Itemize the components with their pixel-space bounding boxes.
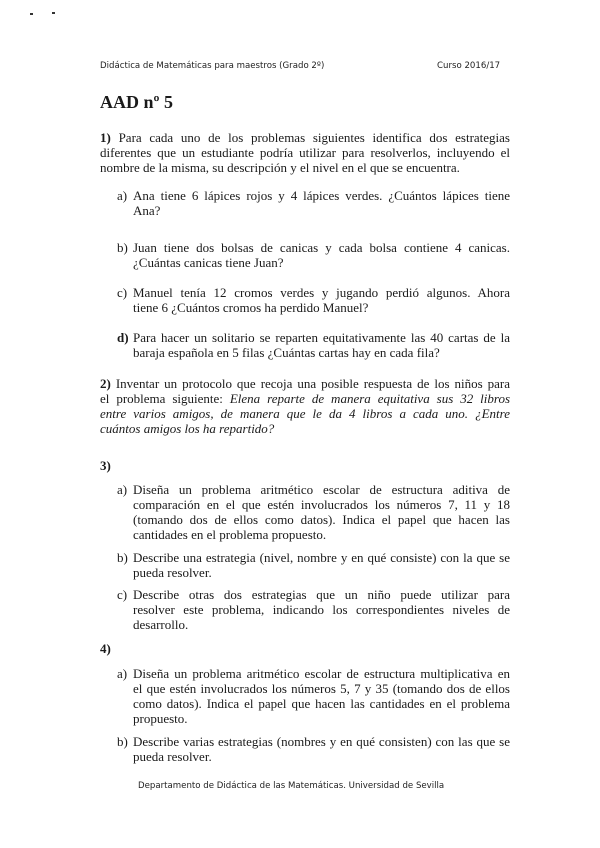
question-number: 2) xyxy=(100,376,111,391)
course-header: Didáctica de Matemáticas para maestros (Grado 2º) xyxy=(100,61,325,71)
question-2 xyxy=(100,376,510,436)
item-line: desarrollo. xyxy=(133,617,189,632)
item-line: Describe otras dos estrategias que un niño puede utilizar para xyxy=(133,587,510,602)
item-label: c) xyxy=(117,285,128,300)
item-label: b) xyxy=(117,240,128,255)
item-label: a) xyxy=(117,188,128,203)
item-line: cantidades en el problema propuesto. xyxy=(133,527,327,542)
item-line: Manuel tenía 12 cromos verdes y jugando perdió algunos. Ahora xyxy=(133,285,510,300)
q2-line xyxy=(100,376,510,391)
item-line: comparación en el que estén involucrados los números 7, 11 y 18 xyxy=(133,497,510,512)
q3-item-a xyxy=(133,482,510,542)
item-line: baraja española en 5 filas ¿Cuántas cartas hay en cada fila? xyxy=(133,345,440,360)
q1-text: Para cada uno de los problemas siguientes identifica dos estrategias xyxy=(118,130,510,145)
item-line: resolver este problema, indicando los correspondientes niveles de xyxy=(133,602,510,617)
item-line: ¿Cuántas canicas tiene Juan? xyxy=(133,255,284,270)
question-4-number: 4) xyxy=(100,641,111,656)
q1-line: diferentes que un estudiante podría utilizar para resolverlos, incluyendo el xyxy=(100,145,510,160)
q1-item-a xyxy=(133,188,510,218)
q1-line xyxy=(100,130,510,145)
q2-text: Inventar un protocolo que recoja una posible respuesta de los niños para xyxy=(115,376,511,391)
question-number: 1) xyxy=(100,130,111,145)
scan-speck xyxy=(52,12,55,14)
item-label: d) xyxy=(117,330,129,345)
item-line: pueda resolver. xyxy=(133,749,212,764)
item-label: a) xyxy=(117,666,128,681)
item-label: c) xyxy=(117,587,128,602)
item-line: tiene 6 ¿Cuántos cromos ha perdido Manuel? xyxy=(133,300,369,315)
item-line: Ana? xyxy=(133,203,161,218)
q3-item-b xyxy=(133,550,510,580)
item-line: el que estén involucrados los números 5, 7 y 35 (tomando dos de ellos xyxy=(133,681,510,696)
item-line: Diseña un problema aritmético escolar de estructura aditiva de xyxy=(133,482,510,497)
q4-item-b xyxy=(133,734,510,764)
q1-item-b xyxy=(133,240,510,270)
q4-item-a xyxy=(133,666,510,726)
q1-item-c xyxy=(133,285,510,315)
item-line: como datos). Indica el papel que hacen las cantidades en el problema xyxy=(133,696,510,711)
q3-item-c xyxy=(133,587,510,632)
page-footer: Departamento de Didáctica de las Matemáticas. Universidad de Sevilla xyxy=(138,781,445,791)
q2-problem: cuántos amigos los ha repartido? xyxy=(100,421,275,436)
q1-item-d xyxy=(133,330,510,360)
q2-problem: entre varios amigos, de manera que le da 4 libros a cada uno. ¿Entre xyxy=(100,406,510,421)
q1-line: nombre de la misma, su descripción y el nivel en el que se encuentra. xyxy=(100,160,460,175)
item-line: Describe una estrategia (nivel, nombre y en qué consiste) con la que se xyxy=(133,550,510,565)
q2-text: el problema siguiente: xyxy=(100,391,223,406)
question-1 xyxy=(100,130,510,175)
course-year: Curso 2016/17 xyxy=(437,61,501,71)
page-title: AAD nº 5 xyxy=(100,92,173,112)
q2-line xyxy=(100,391,510,406)
item-line: Diseña un problema aritmético escolar de estructura multiplicativa en xyxy=(133,666,510,681)
item-line: Describe varias estrategias (nombres y en qué consisten) con las que se xyxy=(133,734,510,749)
item-line: Ana tiene 6 lápices rojos y 4 lápices verdes. ¿Cuántos lápices tiene xyxy=(133,188,510,203)
item-label: b) xyxy=(117,550,128,565)
item-label: b) xyxy=(117,734,128,749)
q2-problem: Elena reparte de manera equitativa sus 32 libros xyxy=(229,391,511,406)
item-line: propuesto. xyxy=(133,711,188,726)
item-line: (tomando dos de ellos como datos). Indica el papel que hacen las xyxy=(133,512,510,527)
item-label: a) xyxy=(117,482,128,497)
item-line: Para hacer un solitario se reparten equitativamente las 40 cartas de la xyxy=(133,330,510,345)
item-line: pueda resolver. xyxy=(133,565,212,580)
question-3-number: 3) xyxy=(100,458,111,473)
scan-speck xyxy=(30,13,33,15)
item-line: Juan tiene dos bolsas de canicas y cada bolsa contiene 4 canicas. xyxy=(133,240,510,255)
